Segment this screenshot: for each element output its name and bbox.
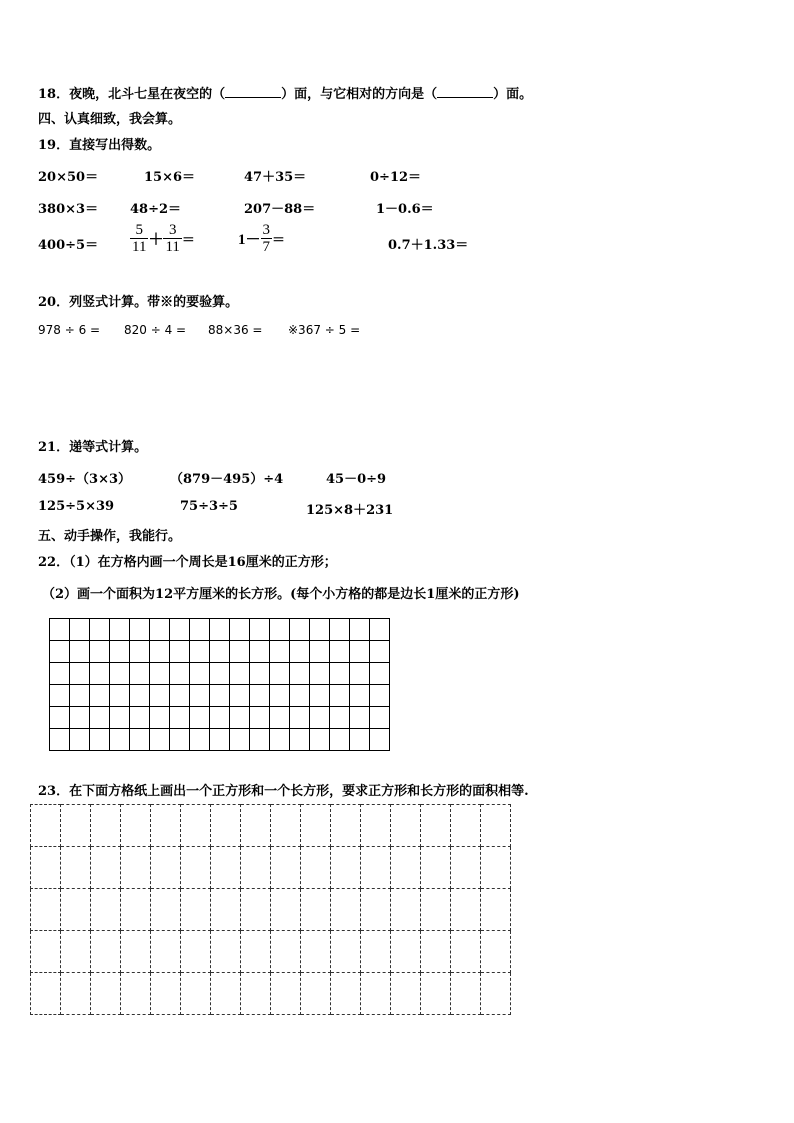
grid-cell[interactable]	[271, 973, 301, 1015]
grid-cell[interactable]	[70, 663, 90, 685]
grid-cell[interactable]	[331, 973, 361, 1015]
grid-cell[interactable]	[170, 729, 190, 751]
grid-cell[interactable]	[361, 847, 391, 889]
q20-item: ※367 ÷ 5 =	[288, 323, 361, 337]
grid-cell[interactable]	[130, 707, 150, 729]
q18-text-c: ）面。	[493, 87, 533, 102]
grid-cell[interactable]	[230, 729, 250, 751]
grid-cell[interactable]	[121, 847, 151, 889]
grid-cell[interactable]	[370, 663, 390, 685]
grid-cell[interactable]	[421, 889, 451, 931]
grid-cell[interactable]	[211, 847, 241, 889]
grid-cell[interactable]	[310, 685, 330, 707]
q19-item: 48÷2＝	[130, 202, 182, 217]
grid-cell[interactable]	[210, 663, 230, 685]
grid-cell[interactable]	[181, 889, 211, 931]
grid-cell[interactable]	[170, 619, 190, 641]
answer-blank-2[interactable]	[437, 85, 493, 98]
grid-cell[interactable]	[391, 973, 421, 1015]
square-grid-q22[interactable]	[49, 618, 390, 751]
q19-title: 19．直接写出得数。	[38, 138, 161, 153]
grid-row	[50, 641, 390, 663]
grid-cell[interactable]	[250, 707, 270, 729]
grid-cell[interactable]	[70, 707, 90, 729]
grid-cell[interactable]	[90, 707, 110, 729]
grid-cell[interactable]	[451, 847, 481, 889]
grid-cell[interactable]	[310, 707, 330, 729]
q19-fraction-sum	[130, 222, 195, 255]
grid-cell[interactable]	[31, 805, 61, 847]
q21-title: 21．递等式计算。	[38, 440, 148, 455]
grid-row	[50, 619, 390, 641]
grid-cell[interactable]	[310, 619, 330, 641]
grid-cell[interactable]	[121, 889, 151, 931]
grid-cell[interactable]	[211, 931, 241, 973]
grid-cell[interactable]	[481, 847, 511, 889]
grid-cell[interactable]	[290, 729, 310, 751]
grid-cell[interactable]	[190, 707, 210, 729]
grid-cell[interactable]	[391, 805, 421, 847]
grid-cell[interactable]	[31, 889, 61, 931]
grid-cell[interactable]	[61, 805, 91, 847]
grid-cell[interactable]	[370, 707, 390, 729]
q18-text-b: ）面，与它相对的方向是（	[281, 87, 438, 102]
grid-cell[interactable]	[331, 889, 361, 931]
grid-cell[interactable]	[50, 685, 70, 707]
grid-cell[interactable]	[421, 931, 451, 973]
grid-cell[interactable]	[271, 805, 301, 847]
grid-cell[interactable]	[270, 641, 290, 663]
grid-cell[interactable]	[350, 619, 370, 641]
q19-item: 15×6＝	[144, 170, 196, 185]
grid-cell[interactable]	[241, 889, 271, 931]
grid-cell[interactable]	[270, 619, 290, 641]
q19-item: 400÷5＝	[38, 238, 99, 253]
grid-cell[interactable]	[350, 707, 370, 729]
grid-cell[interactable]	[350, 685, 370, 707]
grid-cell[interactable]	[150, 707, 170, 729]
grid-cell[interactable]	[91, 973, 121, 1015]
q21-item: 125÷5×39	[38, 499, 115, 514]
numerator: 3	[168, 222, 177, 238]
grid-cell[interactable]	[190, 729, 210, 751]
grid-cell[interactable]	[350, 729, 370, 751]
q22-line-2: （2）画一个面积为12平方厘米的长方形。(每个小方格的都是边长1厘米的正方形)	[42, 587, 520, 602]
grid-row	[50, 707, 390, 729]
q21-item: （879－495）÷4	[170, 472, 284, 487]
grid-cell[interactable]	[121, 973, 151, 1015]
grid-cell[interactable]	[151, 973, 181, 1015]
grid-cell[interactable]	[361, 973, 391, 1015]
grid-cell[interactable]	[481, 931, 511, 973]
grid-cell[interactable]	[290, 619, 310, 641]
grid-cell[interactable]	[50, 707, 70, 729]
grid-cell[interactable]	[481, 805, 511, 847]
fraction	[130, 222, 148, 255]
grid-cell[interactable]	[330, 641, 350, 663]
grid-cell[interactable]	[110, 707, 130, 729]
grid-cell[interactable]	[61, 847, 91, 889]
grid-row	[31, 847, 511, 889]
grid-cell[interactable]	[130, 685, 150, 707]
grid-cell[interactable]	[241, 931, 271, 973]
grid-cell[interactable]	[170, 663, 190, 685]
grid-cell[interactable]	[150, 619, 170, 641]
grid-cell[interactable]	[370, 619, 390, 641]
q19-item: 0.7＋1.33＝	[388, 238, 469, 253]
grid-cell[interactable]	[230, 707, 250, 729]
grid-cell[interactable]	[250, 619, 270, 641]
grid-cell[interactable]	[250, 641, 270, 663]
grid-cell[interactable]	[481, 973, 511, 1015]
grid-cell[interactable]	[190, 685, 210, 707]
grid-cell[interactable]	[301, 973, 331, 1015]
grid-cell[interactable]	[91, 931, 121, 973]
q19-item: 47＋35＝	[244, 170, 307, 185]
grid-cell[interactable]	[330, 685, 350, 707]
grid-cell[interactable]	[170, 641, 190, 663]
grid-cell[interactable]	[241, 805, 271, 847]
grid-cell[interactable]	[271, 931, 301, 973]
grid-cell[interactable]	[271, 889, 301, 931]
grid-cell[interactable]	[310, 729, 330, 751]
grid-cell[interactable]	[50, 641, 70, 663]
fraction	[163, 222, 181, 255]
q19-item: 207－88＝	[244, 202, 316, 217]
grid-cell[interactable]	[50, 663, 70, 685]
grid-cell[interactable]	[90, 729, 110, 751]
numerator: 5	[135, 222, 143, 238]
grid-cell[interactable]	[230, 619, 250, 641]
grid-cell[interactable]	[181, 931, 211, 973]
grid-cell[interactable]	[150, 685, 170, 707]
grid-cell[interactable]	[110, 663, 130, 685]
grid-cell[interactable]	[181, 973, 211, 1015]
q20-title: 20．列竖式计算。带※的要验算。	[38, 295, 239, 310]
grid-cell[interactable]	[250, 663, 270, 685]
grid-cell[interactable]	[110, 619, 130, 641]
grid-cell[interactable]	[451, 931, 481, 973]
grid-cell[interactable]	[310, 641, 330, 663]
grid-cell[interactable]	[211, 805, 241, 847]
grid-cell[interactable]	[250, 685, 270, 707]
grid-cell[interactable]	[331, 805, 361, 847]
grid-cell[interactable]	[241, 847, 271, 889]
q19-item: 1－0.6＝	[376, 202, 434, 217]
grid-cell[interactable]	[230, 663, 250, 685]
grid-cell[interactable]	[130, 663, 150, 685]
q21-item: 45－0÷9	[326, 472, 387, 487]
grid-cell[interactable]	[181, 805, 211, 847]
grid-cell[interactable]	[190, 619, 210, 641]
grid-cell[interactable]	[270, 663, 290, 685]
grid-cell[interactable]	[421, 805, 451, 847]
grid-cell[interactable]	[391, 847, 421, 889]
grid-cell[interactable]	[230, 685, 250, 707]
grid-cell[interactable]	[330, 729, 350, 751]
grid-cell[interactable]	[210, 729, 230, 751]
grid-cell[interactable]	[50, 729, 70, 751]
grid-cell[interactable]	[331, 847, 361, 889]
grid-cell[interactable]	[151, 805, 181, 847]
grid-cell[interactable]	[350, 641, 370, 663]
grid-cell[interactable]	[110, 729, 130, 751]
denominator: 7	[262, 239, 271, 255]
grid-cell[interactable]	[361, 931, 391, 973]
grid-cell[interactable]	[130, 729, 150, 751]
grid-cell[interactable]	[91, 847, 121, 889]
q20-item: 978 ÷ 6 =	[38, 323, 101, 337]
grid-cell[interactable]	[270, 707, 290, 729]
grid-row	[31, 889, 511, 931]
grid-cell[interactable]	[130, 619, 150, 641]
grid-cell[interactable]	[90, 663, 110, 685]
grid-cell[interactable]	[121, 805, 151, 847]
numerator: 3	[262, 222, 271, 238]
grid-cell[interactable]	[150, 663, 170, 685]
grid-cell[interactable]	[370, 685, 390, 707]
grid-row	[50, 663, 390, 685]
section-4-heading: 四、认真细致，我会算。	[38, 112, 182, 127]
q18-text-a: 18．夜晚，北斗七星在夜空的（	[38, 87, 226, 102]
grid-cell[interactable]	[290, 663, 310, 685]
grid-cell[interactable]	[271, 847, 301, 889]
grid-cell[interactable]	[150, 641, 170, 663]
grid-cell[interactable]	[31, 973, 61, 1015]
q19-fraction-diff	[238, 222, 285, 255]
grid-cell[interactable]	[330, 707, 350, 729]
grid-cell[interactable]	[310, 663, 330, 685]
grid-cell[interactable]	[391, 889, 421, 931]
q20-item: 820 ÷ 4 =	[124, 323, 187, 337]
q19-item: 380×3＝	[38, 202, 99, 217]
grid-cell[interactable]	[31, 847, 61, 889]
grid-cell[interactable]	[170, 685, 190, 707]
q21-item: 75÷3÷5	[180, 499, 238, 514]
grid-cell[interactable]	[211, 889, 241, 931]
grid-cell[interactable]	[90, 641, 110, 663]
grid-cell[interactable]	[210, 707, 230, 729]
q23-title: 23．在下面方格纸上画出一个正方形和一个长方形，要求正方形和长方形的面积相等.	[38, 784, 529, 799]
grid-cell[interactable]	[31, 931, 61, 973]
grid-cell[interactable]	[210, 641, 230, 663]
grid-cell[interactable]	[61, 931, 91, 973]
grid-cell[interactable]	[290, 641, 310, 663]
grid-cell[interactable]	[350, 663, 370, 685]
grid-row	[31, 973, 511, 1015]
equals-sign: ＝	[272, 233, 286, 248]
grid-cell[interactable]	[170, 707, 190, 729]
grid-cell[interactable]	[230, 641, 250, 663]
grid-row	[50, 729, 390, 751]
grid-cell[interactable]	[391, 931, 421, 973]
grid-cell[interactable]	[130, 641, 150, 663]
grid-cell[interactable]	[91, 889, 121, 931]
denominator: 11	[132, 239, 147, 255]
q21-item: 125×8＋231	[306, 503, 394, 518]
grid-cell[interactable]	[181, 847, 211, 889]
grid-cell[interactable]	[270, 685, 290, 707]
grid-cell[interactable]	[290, 707, 310, 729]
grid-cell[interactable]	[151, 889, 181, 931]
grid-cell[interactable]	[270, 729, 290, 751]
grid-cell[interactable]	[210, 619, 230, 641]
grid-cell[interactable]	[301, 847, 331, 889]
grid-cell[interactable]	[330, 663, 350, 685]
grid-cell[interactable]	[370, 729, 390, 751]
grid-cell[interactable]	[481, 889, 511, 931]
grid-cell[interactable]	[70, 685, 90, 707]
denominator: 11	[165, 239, 180, 255]
equals-sign: ＝	[181, 233, 195, 248]
q21-item: 459÷（3×3）	[38, 472, 132, 487]
grid-cell[interactable]	[70, 641, 90, 663]
grid-cell[interactable]	[50, 619, 70, 641]
question-18	[38, 83, 532, 102]
grid-row	[31, 931, 511, 973]
answer-blank-1[interactable]	[225, 85, 281, 98]
grid-cell[interactable]	[370, 641, 390, 663]
grid-cell[interactable]	[241, 973, 271, 1015]
q19-item: 20×50＝	[38, 170, 99, 185]
one-minus: 1－	[238, 232, 261, 248]
grid-cell[interactable]	[301, 805, 331, 847]
grid-cell[interactable]	[190, 663, 210, 685]
plus-sign: ＋	[148, 232, 164, 248]
grid-cell[interactable]	[150, 729, 170, 751]
grid-cell[interactable]	[121, 931, 151, 973]
grid-cell[interactable]	[70, 729, 90, 751]
grid-cell[interactable]	[330, 619, 350, 641]
grid-cell[interactable]	[210, 685, 230, 707]
square-grid-q23[interactable]	[30, 804, 511, 1015]
grid-cell[interactable]	[421, 973, 451, 1015]
grid-cell[interactable]	[451, 805, 481, 847]
grid-cell[interactable]	[211, 973, 241, 1015]
grid-cell[interactable]	[90, 619, 110, 641]
grid-cell[interactable]	[290, 685, 310, 707]
fraction	[261, 222, 273, 255]
grid-cell[interactable]	[451, 973, 481, 1015]
grid-cell[interactable]	[151, 931, 181, 973]
grid-cell[interactable]	[110, 641, 130, 663]
grid-row	[31, 805, 511, 847]
q20-item: 88×36 =	[208, 323, 263, 337]
grid-cell[interactable]	[451, 889, 481, 931]
grid-cell[interactable]	[61, 889, 91, 931]
grid-cell[interactable]	[361, 889, 391, 931]
grid-cell[interactable]	[91, 805, 121, 847]
grid-row	[50, 685, 390, 707]
q19-item: 0÷12＝	[370, 170, 422, 185]
grid-cell[interactable]	[301, 889, 331, 931]
grid-cell[interactable]	[190, 641, 210, 663]
q22-line-1: 22．（1）在方格内画一个周长是16厘米的正方形；	[38, 555, 337, 570]
grid-cell[interactable]	[151, 847, 181, 889]
grid-cell[interactable]	[250, 729, 270, 751]
grid-cell[interactable]	[361, 805, 391, 847]
grid-cell[interactable]	[301, 931, 331, 973]
grid-cell[interactable]	[331, 931, 361, 973]
section-5-heading: 五、动手操作，我能行。	[38, 529, 182, 544]
grid-cell[interactable]	[61, 973, 91, 1015]
grid-cell[interactable]	[110, 685, 130, 707]
grid-cell[interactable]	[421, 847, 451, 889]
grid-cell[interactable]	[90, 685, 110, 707]
grid-cell[interactable]	[70, 619, 90, 641]
